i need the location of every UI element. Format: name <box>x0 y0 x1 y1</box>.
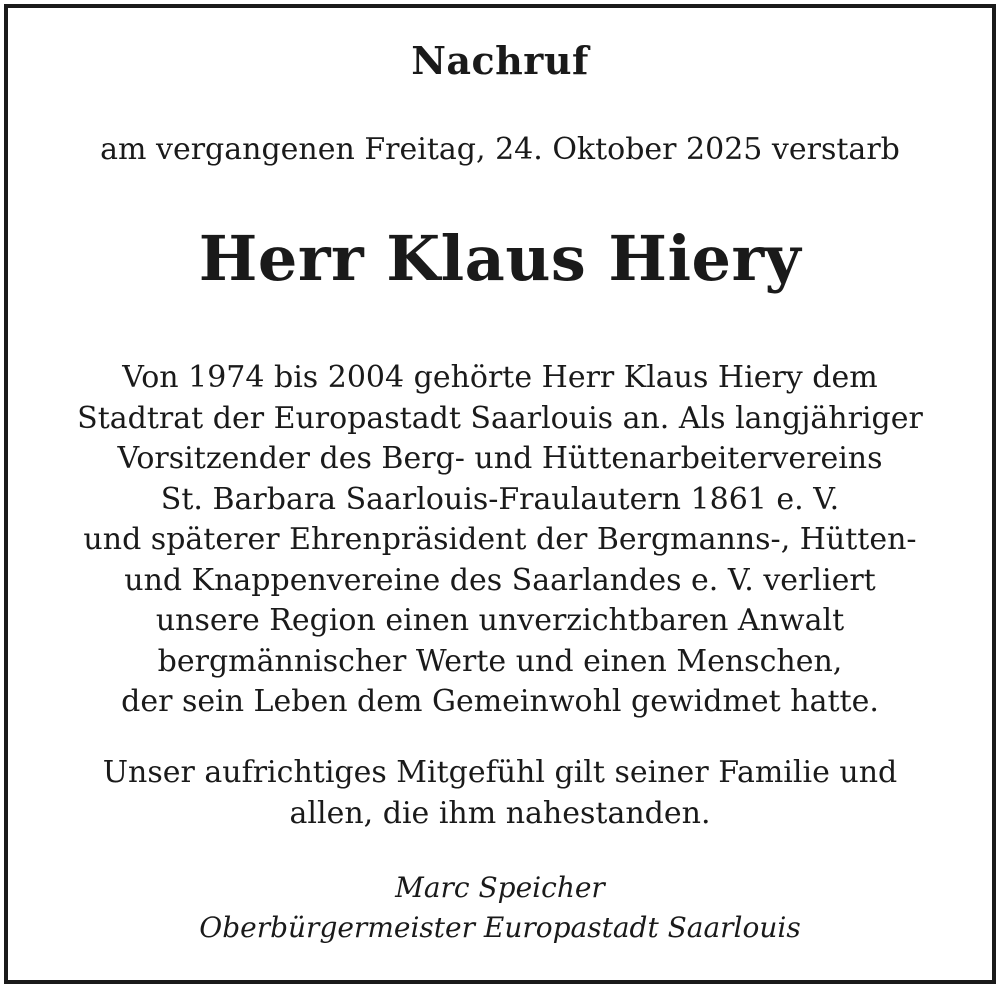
body-line: bergmännischer Werte und einen Menschen, <box>157 643 843 679</box>
body-line: St. Barbara Saarlouis-Fraulautern 1861 e. V. <box>160 481 840 517</box>
deceased-name: Herr Klaus Hiery <box>198 222 802 295</box>
heading: Nachruf <box>411 38 589 83</box>
body-line: und späterer Ehrenpräsident der Bergmanns-, Hütten- <box>83 522 917 557</box>
condolence-line: Unser aufrichtiges Mitgefühl gilt seiner Familie und <box>102 755 898 790</box>
condolence-line: allen, die ihm nahestanden. <box>289 795 711 831</box>
body-line: der sein Leben dem Gemeinwohl gewidmet hatte. <box>121 684 879 719</box>
body-paragraph <box>0 358 1000 723</box>
signature-block <box>0 868 1000 948</box>
body-line: Vorsitzender des Berg- und Hüttenarbeitervereins <box>117 441 883 476</box>
body-line: Von 1974 bis 2004 gehörte Herr Klaus Hiery dem <box>122 360 878 395</box>
signature-name: Marc Speicher <box>395 871 605 904</box>
body-line: unsere Region einen unverzichtbaren Anwalt <box>155 603 845 638</box>
condolence-paragraph <box>0 753 1000 834</box>
body-line: Stadtrat der Europastadt Saarlouis an. Als langjähriger <box>77 400 923 436</box>
signature-title: Oberbürgermeister Europastadt Saarlouis <box>199 911 801 944</box>
intro-line: am vergangenen Freitag, 24. Oktober 2025 verstarb <box>100 132 900 167</box>
body-line: und Knappenvereine des Saarlandes e. V. verliert <box>124 562 876 598</box>
